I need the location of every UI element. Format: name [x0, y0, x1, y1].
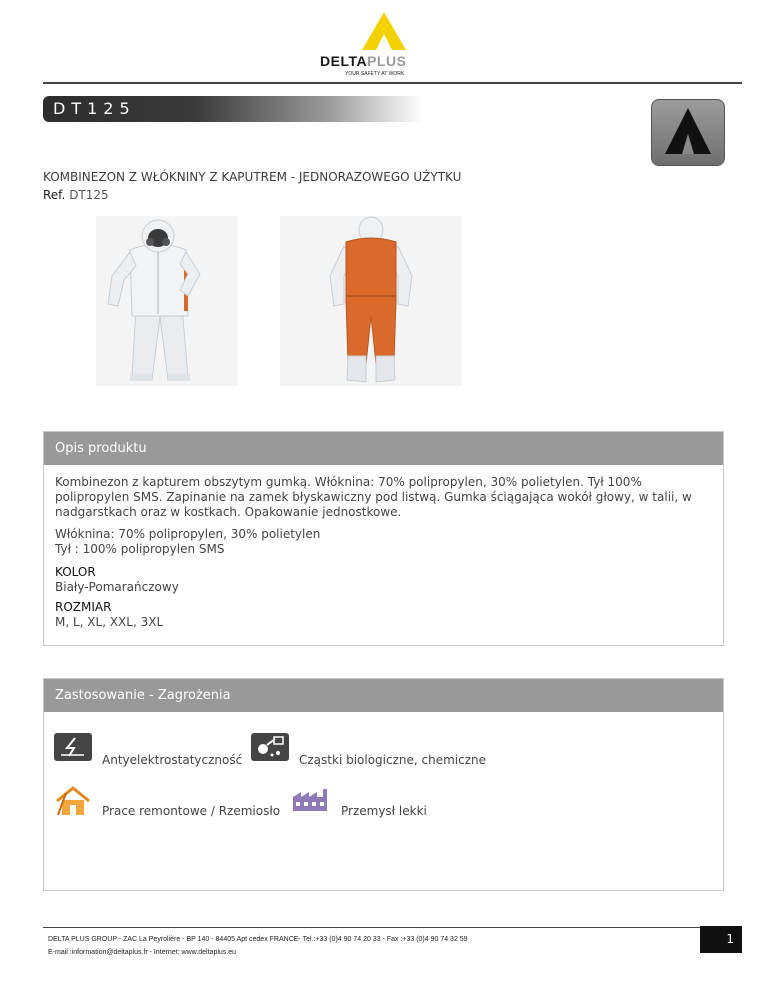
antistatic-icon: [54, 733, 92, 761]
usage-item-label: Cząstki biologiczne, chemiczne: [299, 753, 487, 767]
size-spec: [55, 600, 163, 630]
material-line: Włóknina: 70% polipropylen, 30% polietylen: [55, 527, 321, 541]
logo-wordmark: DELTAPLUS: [320, 53, 407, 69]
logo-triangle-cutout: [376, 34, 392, 50]
header-divider: [43, 82, 742, 84]
material-line: Tył : 100% polipropylen SMS: [55, 542, 225, 556]
product-title: KOMBINEZON Z WŁÓKNINY Z KAPUTREM - JEDNORAZOWEGO UŻYTKU: [43, 170, 462, 184]
size-label: ROZMIAR: [55, 600, 112, 614]
usage-item-label: Antyelektrostatyczność: [102, 753, 243, 767]
usage-hazards-section: [43, 678, 724, 891]
bio-chemical-particles-icon: [251, 733, 289, 761]
product-photo-front: [96, 216, 238, 386]
footer-address: DELTA PLUS GROUP - ZAC La Peyrolière - BP 140 - 84405 Apt cedex FRANCE- Tel.:+33 (0)4 90 74 20 33 - Fax :+33 (0)4 90 74 32 59: [48, 936, 468, 943]
section-header-usage: Zastosowanie - Zagrożenia: [44, 679, 723, 712]
renovation-icon: [54, 785, 92, 813]
size-value: M, L, XL, XXL, 3XL: [55, 615, 164, 629]
usage-item-label: Prace remontowe / Rzemiosło: [102, 804, 281, 818]
footer-divider: [43, 927, 742, 928]
product-code: DT125: [53, 99, 136, 118]
color-spec: [55, 565, 179, 595]
color-label: KOLOR: [55, 565, 96, 579]
product-code-banner: [43, 96, 423, 122]
product-photo-back: [280, 216, 462, 386]
logo-slogan: YOUR SAFETY AT WORK: [345, 71, 405, 77]
ref-label: Ref.: [43, 188, 66, 202]
category-triangle-icon: [651, 99, 725, 166]
light-industry-icon: [292, 787, 330, 815]
reference-line: [43, 188, 109, 202]
delta-plus-logo: [300, 8, 468, 77]
description-text: Kombinezon z kapturem obszytym gumką. Włóknina: 70% polipropylen, 30% polietylen. Tył 100% polipropylen SMS. Zapinanie na zamek błyskawiczny pod listwą. Gumka ściągająca wokół głowy, w talii, w nadgarstkach oraz w kostkach. Opakowanie jednostkowe.: [55, 475, 692, 519]
page-number: 1: [700, 926, 742, 953]
usage-item-label: Przemysł lekki: [341, 804, 427, 818]
ref-value: DT125: [69, 188, 109, 202]
product-description-section: [43, 431, 724, 646]
footer-contact: E-mail :information@deltaplus.fr - Internet: www.deltaplus.eu: [48, 949, 237, 956]
color-value: Biały-Pomarańczowy: [55, 580, 179, 594]
material-info: [55, 527, 655, 557]
section-header-description: Opis produktu: [44, 432, 723, 465]
